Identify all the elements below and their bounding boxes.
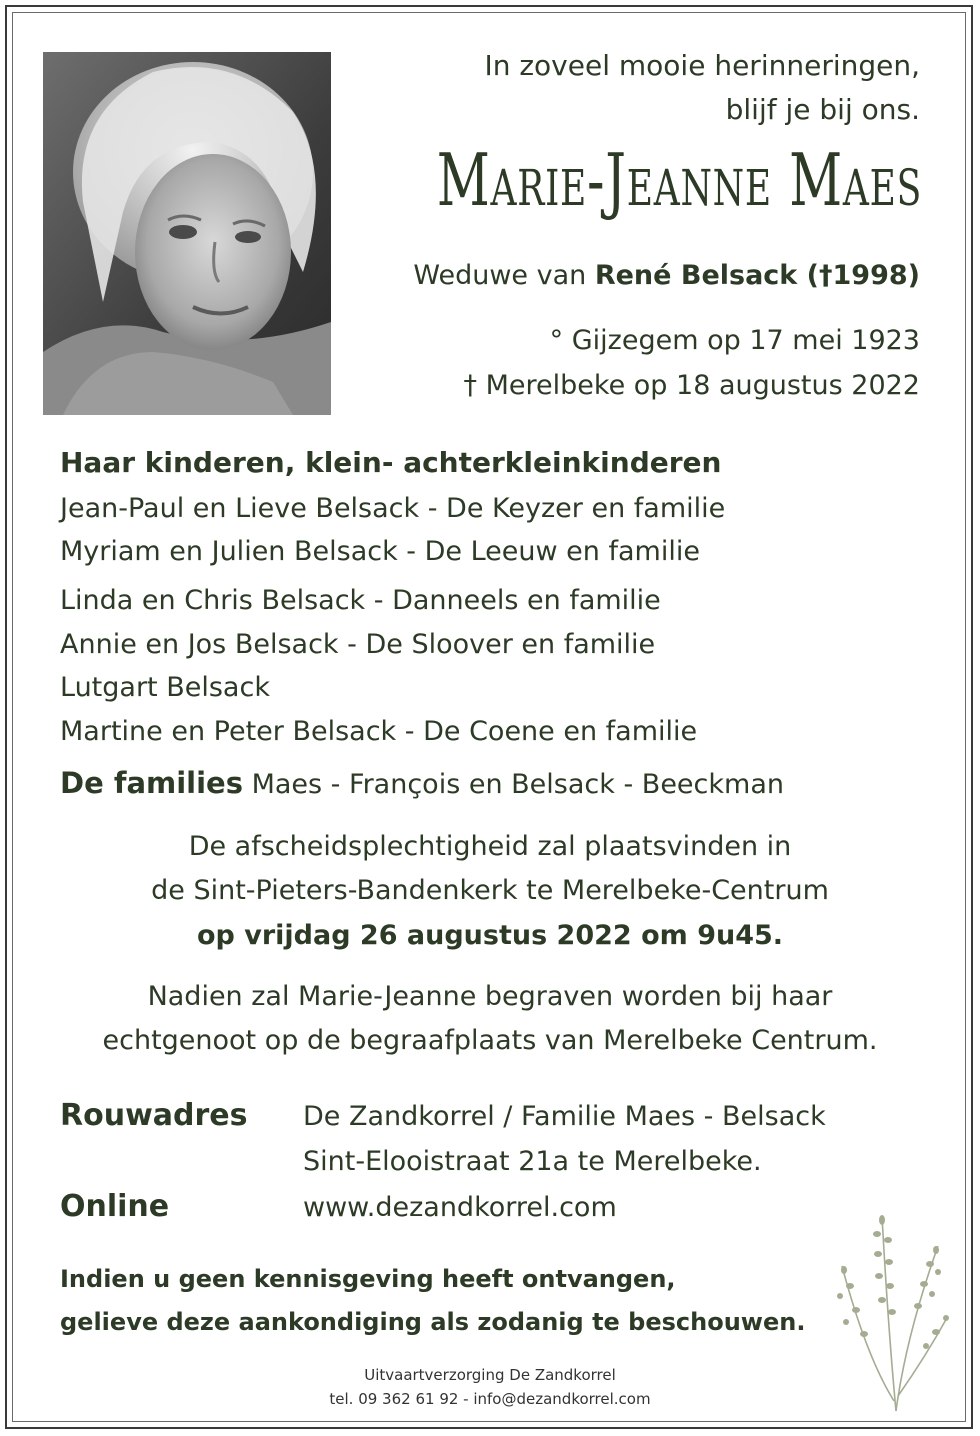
family-member: Linda en Chris Belsack - Danneels en familie — [60, 585, 661, 616]
online-label: Online — [60, 1189, 170, 1224]
plant-sprig-icon — [826, 1206, 956, 1416]
notice-line-2: gelieve deze aankondiging als zodanig te beschouwen. — [60, 1308, 806, 1336]
footer-contact: tel. 09 362 61 92 - info@dezandkorrel.com — [329, 1390, 651, 1408]
spouse-name: René Belsack (†1998) — [594, 260, 920, 291]
deceased-name: Marie-Jeanne Maes — [436, 138, 922, 222]
rouwadres-line-1: De Zandkorrel / Familie Maes - Belsack — [303, 1101, 826, 1132]
families-names: Maes - François en Belsack - Beeckman — [243, 769, 784, 800]
widow-line — [413, 260, 920, 291]
online-link[interactable]: www.dezandkorrel.com — [303, 1192, 617, 1223]
motto-line-2: blijf je bij ons. — [725, 93, 920, 126]
families-line — [60, 766, 784, 800]
motto-line-1: In zoveel mooie herinneringen, — [484, 49, 920, 82]
footer-company: Uitvaartverzorging De Zandkorrel — [364, 1366, 616, 1384]
family-member: Martine en Peter Belsack - De Coene en familie — [60, 716, 698, 747]
families-label: De families — [60, 766, 243, 800]
ceremony-line-1: De afscheidsplechtigheid zal plaatsvinden in — [188, 831, 792, 862]
memorial-motto — [484, 44, 920, 132]
burial-line-1: Nadien zal Marie-Jeanne begraven worden bij haar — [147, 981, 833, 1012]
death-line: † Merelbeke op 18 augustus 2022 — [463, 370, 920, 401]
family-member: Annie en Jos Belsack - De Sloover en familie — [60, 629, 656, 660]
burial-line-2: echtgenoot op de begraafplaats van Merelbeke Centrum. — [102, 1025, 878, 1056]
family-member: Myriam en Julien Belsack - De Leeuw en familie — [60, 536, 700, 567]
widow-prefix: Weduwe van — [413, 260, 595, 291]
notice-line-1: Indien u geen kennisgeving heeft ontvangen, — [60, 1265, 676, 1293]
rouwadres-label: Rouwadres — [60, 1098, 248, 1133]
portrait-photo — [43, 52, 331, 415]
birth-line: ° Gijzegem op 17 mei 1923 — [549, 325, 920, 356]
family-heading: Haar kinderen, klein- achterkleinkinderen — [60, 446, 722, 479]
rouwadres-line-2: Sint-Elooistraat 21a te Merelbeke. — [303, 1146, 762, 1177]
family-member: Jean-Paul en Lieve Belsack - De Keyzer en familie — [60, 493, 726, 524]
ceremony-line-2: de Sint-Pieters-Bandenkerk te Merelbeke-Centrum — [151, 875, 829, 906]
family-member: Lutgart Belsack — [60, 672, 270, 703]
ceremony-datetime: op vrijdag 26 augustus 2022 om 9u45. — [196, 920, 784, 951]
